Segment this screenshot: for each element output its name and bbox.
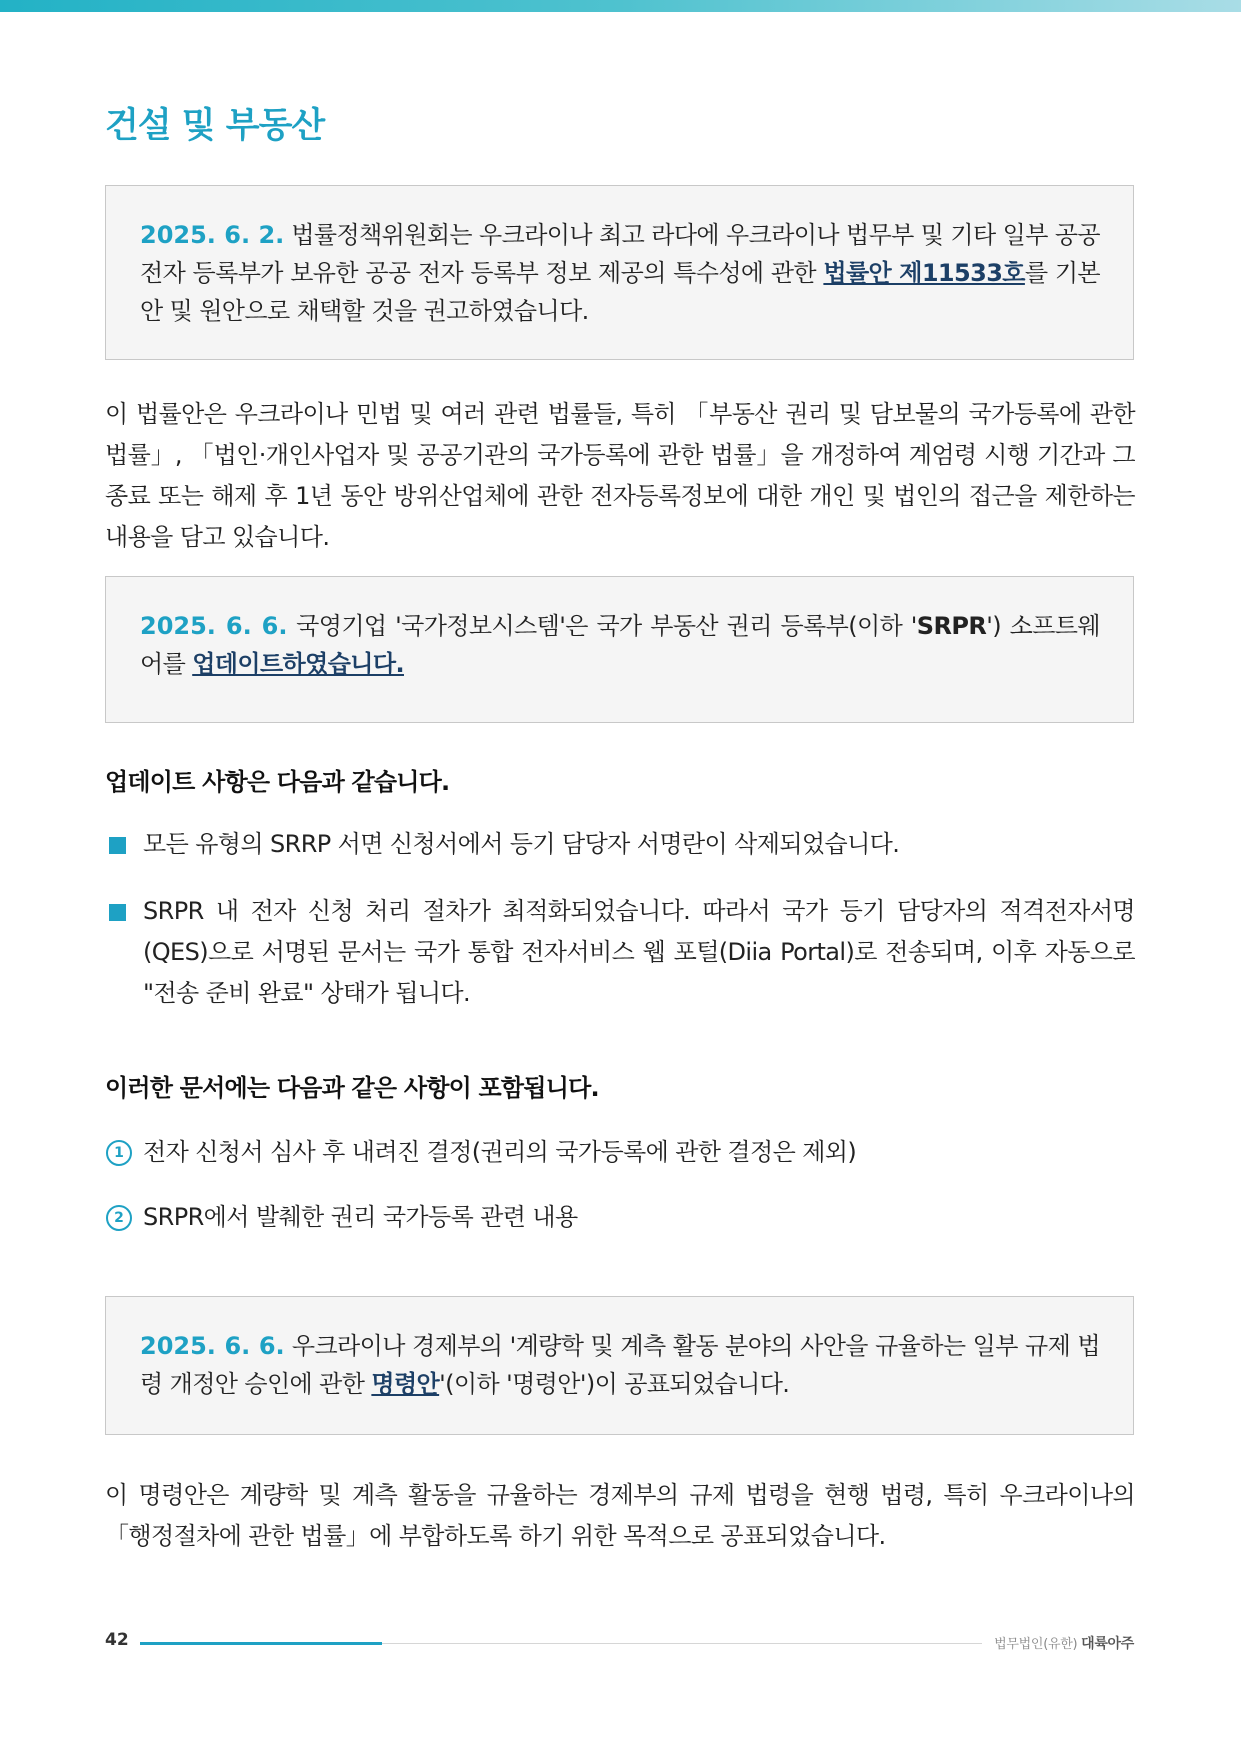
updates-heading: 업데이트 사항은 다음과 같습니다. (105, 768, 450, 796)
news-box-3-text (140, 1327, 1100, 1403)
documents-heading: 이러한 문서에는 다음과 같은 사항이 포함됩니다. (105, 1074, 599, 1102)
square-bullet-icon (109, 837, 126, 854)
page-number: 42 (105, 1630, 129, 1650)
news-date: 2025. 6. 6. (140, 1332, 285, 1360)
document-item-text: 전자 신청서 심사 후 내려진 결정(권리의 국가등록에 관한 결정은 제외) (143, 1138, 857, 1166)
news-box-1-text (140, 216, 1100, 330)
news-text: 국영기업 '국가정보시스템'은 국가 부동산 권리 등록부(이하 ' (287, 612, 917, 640)
news-date: 2025. 6. 2. (140, 221, 285, 249)
news-box-1 (105, 185, 1134, 360)
update-item-2 (105, 891, 1135, 1014)
update-link[interactable]: 업데이트하였습니다. (192, 650, 404, 678)
news-text: 우크라이나 경제부의 '계량학 및 계측 활동 분야의 사안을 규율하는 일부 규제 법령 개정안 승인에 관한 (140, 1332, 1101, 1398)
news-box-2 (105, 576, 1134, 723)
circled-number-icon: 1 (106, 1140, 132, 1166)
square-bullet-icon (109, 904, 126, 921)
section-title: 건설 및 부동산 (105, 106, 325, 146)
srpr-abbreviation: SRPR (916, 612, 987, 640)
news-box-3 (105, 1296, 1134, 1435)
update-item-1 (105, 824, 1135, 865)
document-item-text: SRPR에서 발췌한 권리 국가등록 관련 내용 (143, 1203, 578, 1231)
news-text: ') 소프트웨어를 (140, 612, 1100, 678)
body-paragraph-2: 이 명령안은 계량학 및 계측 활동을 규율하는 경제부의 규제 법령을 현행 법령, 특히 우크라이나의 「행정절차에 관한 법률」에 부합하도록 하기 위한 목적으로 공표되었습니다. (105, 1481, 1135, 1550)
footer-divider (382, 1643, 982, 1644)
news-box-2-text (140, 607, 1100, 683)
decree-link[interactable]: 명령안 (371, 1370, 440, 1398)
circled-number-icon: 2 (106, 1205, 132, 1231)
footer-accent-line (140, 1642, 382, 1645)
update-item-text: SRPR 내 전자 신청 처리 절차가 최적화되었습니다. 따라서 국가 등기 담당자의 적격전자서명(QES)으로 서명된 문서는 국가 통합 전자서비스 웹 포털(Diia Portal)로 전송되며, 이후 자동으로 "전송 준비 완료" 상태가 됩니다. (143, 897, 1135, 1007)
document-item-1 (105, 1132, 1135, 1173)
firm-name: 대륙아주 (1081, 1636, 1134, 1652)
news-text: '(이하 '명령안')이 공표되었습니다. (439, 1370, 790, 1398)
body-paragraph-1: 이 법률안은 우크라이나 민법 및 여러 관련 법률들, 특히 「부동산 권리 및 담보물의 국가등록에 관한 법률」, 「법인·개인사업자 및 공공기관의 국가등록에 관한 법률」을 개정하여 계엄령 시행 기간과 그 종료 또는 해제 후 1년 동안 방위산업체에 관한 전자등록정보에 대한 개인 및 법인의 접근을 제한하는 내용을 담고 있습니다. (105, 400, 1135, 551)
top-accent-bar (0, 0, 1241, 12)
document-item-2 (105, 1197, 1135, 1238)
firm-prefix: 법무법인(유한) (994, 1637, 1078, 1652)
footer-firm (994, 1633, 1134, 1653)
news-text: 를 기본안 및 원안으로 채택할 것을 권고하였습니다. (140, 259, 1101, 325)
news-date: 2025. 6. 6. (140, 612, 288, 640)
update-item-text: 모든 유형의 SRRP 서면 신청서에서 등기 담당자 서명란이 삭제되었습니다. (143, 830, 900, 858)
news-text: 법률정책위원회는 우크라이나 최고 라다에 우크라이나 법무부 및 기타 일부 공공 전자 등록부가 보유한 공공 전자 등록부 정보 제공의 특수성에 관한 (140, 221, 1100, 287)
law-link[interactable]: 법률안 제11533호 (823, 259, 1025, 287)
